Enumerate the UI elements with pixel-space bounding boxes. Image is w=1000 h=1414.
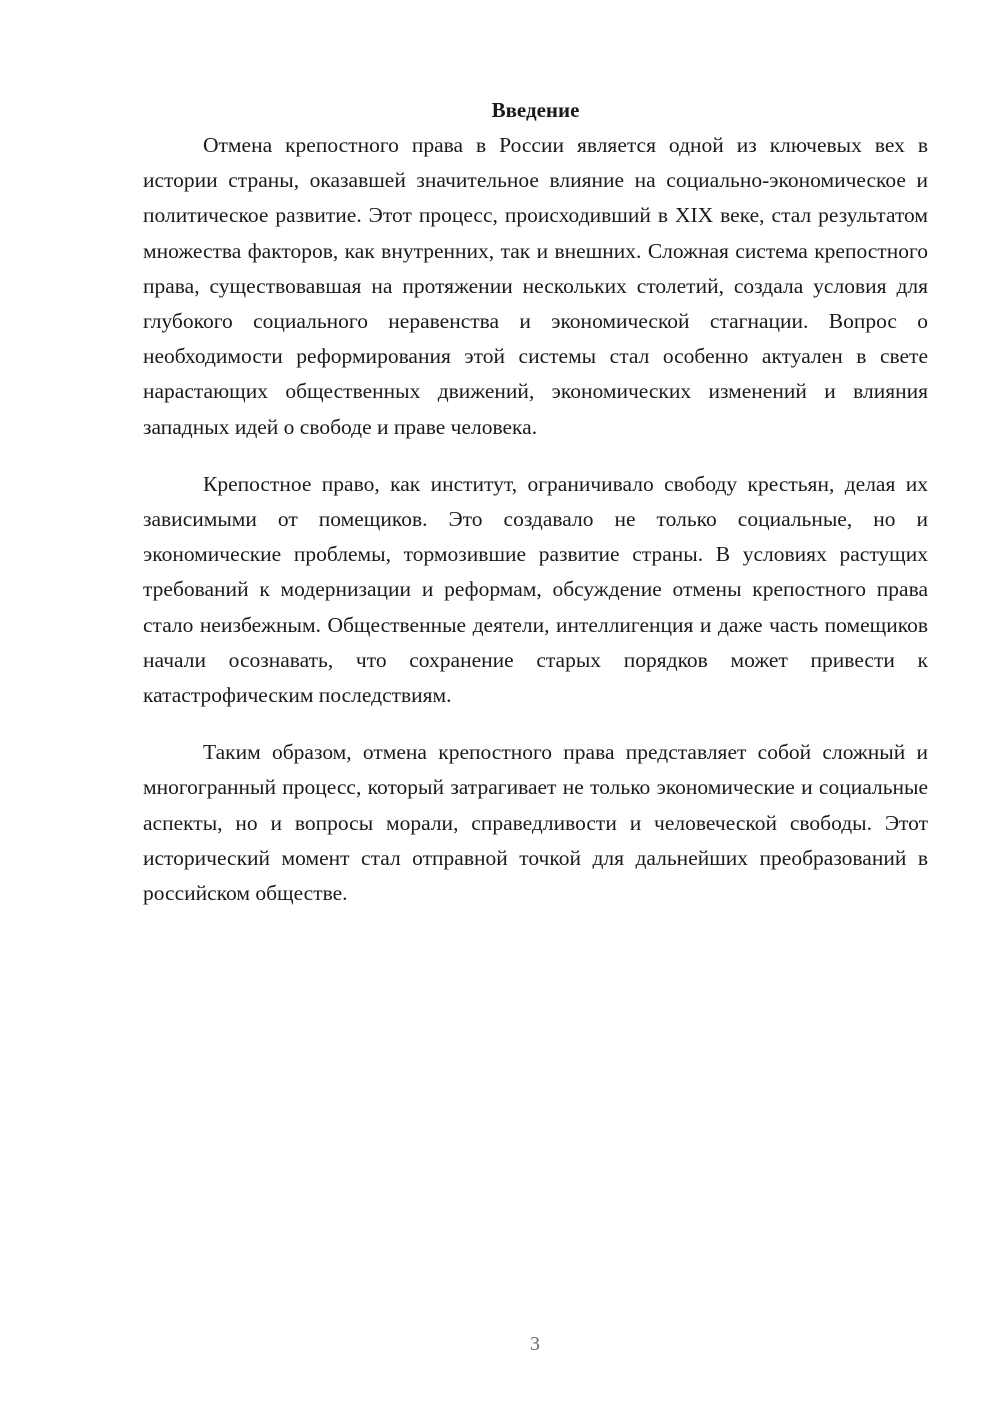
paragraph-3: Таким образом, отмена крепостного права представляет собой сложный и многогранный процесс, который затрагивает не только экономические и социальные аспекты, но и вопросы морали, справедливости и человеческой свободы. Этот исторический момент стал отправной точкой для дальнейших преобразований в российском обществе. — [143, 740, 928, 906]
document-body — [143, 93, 928, 911]
section-heading: Введение — [491, 98, 580, 122]
paragraph-2: Крепостное право, как институт, ограничивало свободу крестьян, делая их зависимыми от помещиков. Это создавало не только социальные, но и экономические проблемы, тормозившие развитие страны. В условиях растущих требований к модернизации и реформам, обсуждение отмены крепостного права стало неизбежным. Общественные деятели, интеллигенция и даже часть помещиков начали осознавать, что сохранение старых порядков может привести к катастрофическим последствиям. — [143, 471, 928, 708]
paragraph-1: Отмена крепостного права в России является одной из ключевых вех в истории страны, оказавшей значительное влияние на социально-экономическое и политическое развитие. Этот процесс, происходивший в XIX веке, стал результатом множества факторов, как внутренних, так и внешних. Сложная система крепостного права, существовавшая на протяжении нескольких столетий, создала условия для глубокого социального неравенства и экономической стагнации. Вопрос о необходимости реформирования этой системы стал особенно актуален в свете нарастающих общественных движений, экономических изменений и влияния западных идей о свободе и праве человека. — [143, 133, 928, 439]
page-number: 3 — [530, 1333, 540, 1355]
